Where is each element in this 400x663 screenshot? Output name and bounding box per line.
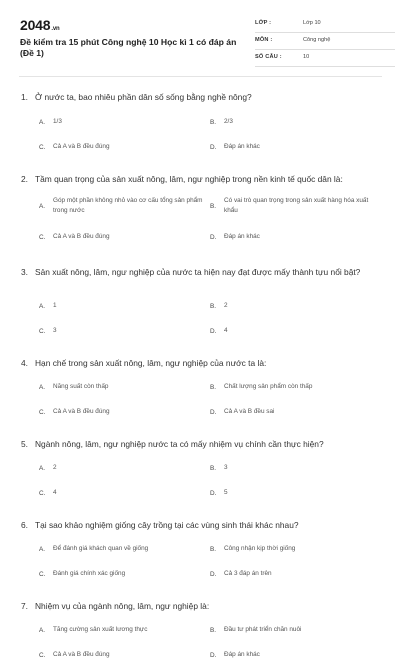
option-text: 2 (53, 464, 57, 471)
option-text: Cả A và B đều đúng (53, 651, 110, 658)
answer-option[interactable] (210, 407, 381, 417)
option-row (39, 114, 382, 130)
question-label: Ngành nông, lâm, ngư nghiệp nước ta có mấy nhiệm vụ chính cần thực hiện? (35, 439, 324, 449)
meta-value: 10 (303, 54, 310, 60)
option-letter: C. (39, 651, 46, 659)
question-item (19, 600, 382, 663)
option-text: 3 (224, 464, 228, 471)
answer-option[interactable] (39, 463, 210, 473)
meta-row-class (255, 18, 395, 33)
answer-option[interactable] (210, 232, 381, 242)
question-label: Tại sao khảo nghiệm giống cây trồng tại các vùng sinh thái khác nhau? (35, 520, 299, 530)
question-text (19, 600, 382, 612)
option-row (39, 298, 382, 314)
answer-option[interactable] (39, 232, 210, 242)
option-letter: D. (210, 143, 217, 151)
question-item (19, 173, 382, 248)
answer-options (19, 622, 382, 663)
answer-option[interactable] (39, 142, 210, 152)
option-text: 3 (53, 327, 57, 334)
answer-option[interactable] (39, 407, 210, 417)
answer-option[interactable] (210, 544, 381, 554)
answer-option[interactable] (39, 117, 210, 127)
site-logo[interactable] (20, 17, 59, 33)
option-letter: B. (210, 118, 217, 126)
meta-row-count (255, 52, 395, 67)
answer-option[interactable] (39, 382, 210, 392)
option-text: 2 (224, 302, 228, 309)
option-text: 4 (53, 489, 57, 496)
meta-row-subject (255, 35, 395, 50)
option-text: 2/3 (224, 118, 233, 125)
option-row (39, 323, 382, 339)
question-item (19, 266, 382, 339)
answer-option[interactable] (39, 544, 210, 554)
answer-option[interactable] (210, 142, 381, 152)
answer-option[interactable] (210, 488, 381, 498)
answer-option[interactable] (210, 382, 381, 392)
option-letter: A. (39, 118, 46, 126)
question-item (19, 438, 382, 501)
option-row (39, 195, 382, 217)
option-letter: C. (39, 233, 46, 241)
question-label: Nhiệm vụ của ngành nông, lâm, ngư nghiệp là: (35, 601, 210, 611)
option-text: 4 (224, 327, 228, 334)
question-number: 1. (21, 92, 28, 102)
option-text: 1 (53, 302, 57, 309)
option-text: Tăng cường sản xuất lương thực (53, 626, 148, 633)
answer-option[interactable] (210, 569, 381, 579)
option-text: Cả A và B đều đúng (53, 143, 110, 150)
answer-option[interactable] (210, 650, 381, 660)
question-number: 2. (21, 174, 28, 184)
question-text (19, 91, 382, 103)
question-number: 7. (21, 601, 28, 611)
question-text (19, 357, 382, 369)
option-row (39, 226, 382, 248)
option-row (39, 460, 382, 476)
question-label: Sản xuất nông, lâm, ngư nghiệp của nước ta hiện nay đạt được mấy thành tựu nổi bật? (35, 267, 361, 277)
question-number: 6. (21, 520, 28, 530)
answer-option[interactable] (210, 625, 381, 635)
option-letter: A. (39, 302, 46, 310)
answer-option[interactable] (210, 326, 381, 336)
question-text (19, 266, 382, 290)
header-divider (19, 76, 382, 77)
answer-options (19, 195, 382, 248)
question-number: 5. (21, 439, 28, 449)
question-item (19, 357, 382, 420)
option-text: 5 (224, 489, 228, 496)
answer-option[interactable] (39, 301, 210, 311)
answer-options (19, 298, 382, 339)
answer-option[interactable] (39, 326, 210, 336)
option-text: Đáp án khác (224, 233, 260, 240)
option-letter: C. (39, 327, 46, 335)
option-text: Cả A và B đều sai (224, 408, 275, 415)
answer-option[interactable] (39, 569, 210, 579)
option-text: Đánh giá chính xác giống (53, 570, 126, 577)
option-letter: D. (210, 489, 217, 497)
question-item (19, 91, 382, 155)
option-letter: C. (39, 143, 46, 151)
quiz-header (19, 14, 382, 70)
option-text: Có vai trò quan trọng trong sản xuất hàng hóa xuất khẩu (224, 197, 369, 214)
option-row (39, 647, 382, 663)
option-letter: B. (210, 383, 217, 391)
meta-value: Công nghệ (303, 37, 331, 43)
answer-option[interactable] (210, 463, 381, 473)
option-text: Công nhận kịp thời giống (224, 545, 296, 552)
option-letter: D. (210, 327, 217, 335)
meta-key: LỚP : (255, 20, 272, 26)
option-row (39, 379, 382, 395)
answer-option[interactable] (39, 650, 210, 660)
option-letter: A. (39, 626, 46, 634)
answer-option[interactable] (39, 625, 210, 635)
question-text (19, 438, 382, 450)
meta-value: Lớp 10 (303, 20, 321, 26)
answer-options (19, 541, 382, 582)
question-text (19, 173, 382, 185)
quiz-meta (255, 18, 395, 69)
answer-option[interactable] (210, 196, 381, 216)
option-letter: C. (39, 489, 46, 497)
option-text: Đầu tư phát triển chăn nuôi (224, 626, 302, 633)
logo-text: 2048 (20, 17, 51, 33)
option-text: Đáp án khác (224, 651, 260, 658)
option-letter: D. (210, 651, 217, 659)
option-text: Góp một phần không nhỏ vào cơ cấu tổng sản phẩm trong nước (53, 197, 203, 214)
question-text (19, 519, 382, 531)
meta-key: MÔN : (255, 37, 273, 43)
question-list (19, 91, 382, 663)
answer-options (19, 460, 382, 501)
question-label: Hạn chế trong sản xuất nông, lâm, ngư nghiệp của nước ta là: (35, 358, 267, 368)
option-letter: A. (39, 545, 46, 553)
option-text: Cả A và B đều đúng (53, 233, 110, 240)
option-text: Cả 3 đáp án trên (224, 570, 272, 577)
question-number: 3. (21, 267, 28, 277)
meta-key: SỐ CÂU : (255, 54, 282, 60)
answer-option[interactable] (39, 196, 210, 216)
question-item (19, 519, 382, 582)
question-label: Ở nước ta, bao nhiêu phần dân số sống bằng nghề nông? (35, 92, 252, 102)
option-row (39, 541, 382, 557)
option-text: Đáp án khác (224, 143, 260, 150)
option-row (39, 404, 382, 420)
question-label: Tầm quan trọng của sản xuất nông, lâm, ngư nghiệp trong nền kinh tế quốc dân là: (35, 174, 343, 184)
question-number: 4. (21, 358, 28, 368)
option-letter: B. (210, 626, 217, 634)
answer-option[interactable] (39, 488, 210, 498)
logo-tld: .vn (51, 26, 60, 32)
option-text: Để đánh giá khách quan về giống (53, 545, 149, 552)
option-letter: B. (210, 464, 217, 472)
option-letter: A. (39, 464, 46, 472)
answer-option[interactable] (210, 301, 381, 311)
option-letter: C. (39, 570, 46, 578)
answer-option[interactable] (210, 117, 381, 127)
option-letter: D. (210, 233, 217, 241)
quiz-title: Đề kiểm tra 15 phút Công nghệ 10 Học kì 1 có đáp án (Đề 1) (20, 37, 237, 58)
option-row (39, 622, 382, 638)
option-text: Chất lượng sản phẩm còn thấp (224, 383, 313, 390)
option-letter: A. (39, 202, 46, 210)
option-letter: C. (39, 408, 46, 416)
option-letter: A. (39, 383, 46, 391)
option-row (39, 139, 382, 155)
option-letter: B. (210, 202, 217, 210)
option-letter: B. (210, 302, 217, 310)
option-text: 1/3 (53, 118, 62, 125)
answer-options (19, 114, 382, 155)
option-row (39, 566, 382, 582)
answer-options (19, 379, 382, 420)
option-letter: D. (210, 408, 217, 416)
option-letter: D. (210, 570, 217, 578)
option-letter: B. (210, 545, 217, 553)
option-text: Cả A và B đều đúng (53, 408, 110, 415)
option-text: Năng suất còn thấp (53, 383, 109, 390)
option-row (39, 485, 382, 501)
